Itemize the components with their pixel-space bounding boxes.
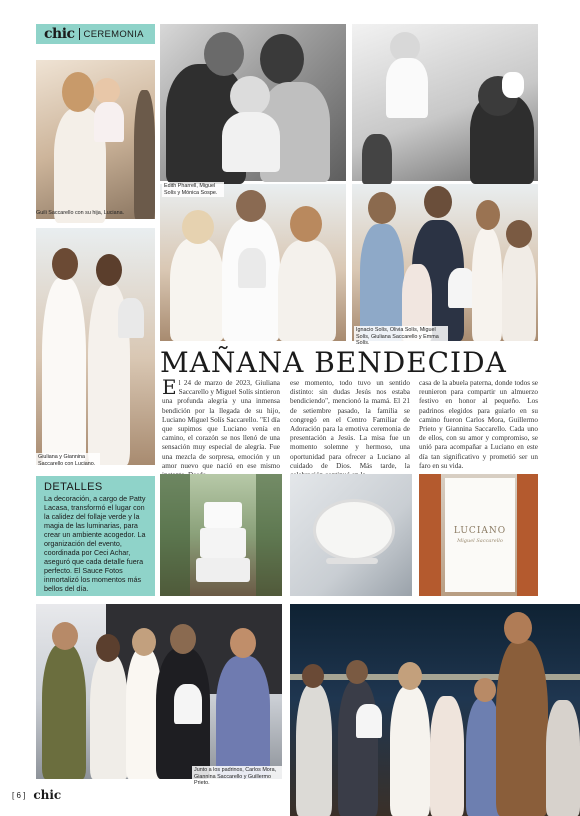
article-column-3 [419,379,538,471]
caption-guili-hija: Guili Saccarello con su hija, Luciana. [36,210,125,216]
page-footer [12,788,61,802]
photo-torta [160,474,282,596]
article-headline: MAÑANA BENDECIDA [160,346,507,379]
section-tag [36,24,155,44]
caption-padrinos: Junto a los padrinos, Carlos Mora, Giannina Saccarello y Guillermo Prieto. [194,767,277,787]
photo-giuliana-giannina [36,228,155,465]
footer-brand-logo: chic [33,788,62,802]
photo-familia-solis [352,184,538,347]
photo-edith-miguel-monica [160,184,346,341]
section-label: CEREMONIA [83,28,144,40]
divider [79,28,80,40]
article-text-1: l 24 de marzo de 2023, Giuliana Saccarello y Miguel Solís sintieron una profunda alegría y una inmensa bendición por la llegada de su hijo, Luciano Miguel Solís Saccarello. "El día que supimos que Luciano venía en camino, el corazón se nos llenó de una sensación muy especial de alegría. Fue una mezcla de sorpresa, emoción y un amor nuevo que nació en ese mismo [162,379,280,470]
photo-ceremonia-iglesia [290,604,580,816]
photo-pareja-bebe [160,24,346,181]
caption-edith: Edith Pharrell, Miguel Solís y Mónica Sospe. [164,183,218,196]
article-text-2: ese momento, todo tuvo un sentido distinto: sin dudas Jesús nos estaba bendiciendo", mencionó la mamá. El 21 de setiembre pasado, la familia se congregó en el Centro Familiar de Adoración para la emotiva ceremonia de presentación a Jesús. La misa fue un momento solemne y hermoso, una oportunidad para ofrecer a Luciano al cuidado de Dios. Más tarde, la [290,379,410,470]
photo-sello [290,474,412,596]
caption-giuliana-giannina: Giuliana y Giannina Saccarello con Luciano. [38,454,96,467]
article-text-3: casa de la abuela paterna, donde todos se reunieron para compartir un almuerzo festivo en honor al pequeño. Los padrinos elegidos para guiarlo en su camino fueron Carlos Mora, Guillermo Prieto y Giannina Saccarello. Cada uno de ellos, con su amor y compromiso, se unió para acompañar a Luciano en este día tan significativo y prometió ser un faro en su vida. [419,379,538,470]
article-column-2 [290,379,410,480]
caption-ignacio: Ignacio Solís, Olivia Solís, Miguel Solís, Giuliana Saccarello y Emma Solís. [356,327,439,347]
photo-bebe-alzado [352,24,538,181]
details-body: La decoración, a cargo de Patty Lacasa, transformó el lugar con la calidez del follaje verde y la magia de las luminarias, para crear un ambiente acogedor. La organización del evento, coordinada por Ceci Achar, aseguró que cada detalle fuera perfecto. El Sauce Fotos inmortalizó los momentos más bellos del día. [44,494,146,593]
article-column-1 [162,375,280,480]
brand-logo: chic [44,26,75,42]
page-number: [ 6 ] [12,790,26,800]
details-box [36,476,155,596]
details-title: DETALLES [44,481,103,493]
photo-padrinos [36,604,282,787]
card-name: LUCIANO [453,526,507,536]
photo-guili-hija [36,60,155,219]
photo-tarjeta [419,474,538,596]
drop-cap: E [162,375,177,399]
card-script: Miguel Saccarello [457,538,503,544]
